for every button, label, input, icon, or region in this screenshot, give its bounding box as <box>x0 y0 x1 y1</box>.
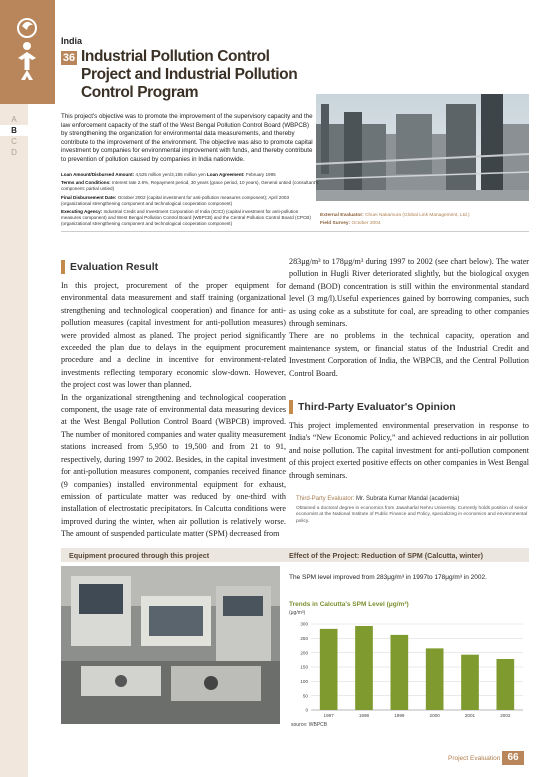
y-tick-label: 100 <box>300 678 308 684</box>
bar <box>426 648 444 710</box>
x-tick-label: 2002 <box>500 713 511 718</box>
project-number: 36 <box>62 52 76 64</box>
y-tick-label: 150 <box>300 664 308 670</box>
chart-source: source: WBPCB <box>291 722 328 728</box>
external-evaluator-value: Chuei Nakamura (Global Link Management, Ltd.) <box>365 213 470 218</box>
spm-bar-chart <box>289 618 529 720</box>
section-letter: C <box>11 137 17 146</box>
field-survey <box>320 220 381 227</box>
evaluation-paragraph: 283μg/m³ to 178μg/m³ during 1997 to 2002 (see chart below). The water pollution in Hugli River deteriorated slightly, but the biological oxygen demand (BOD) concentration is still within the environmental standard level (3 mg/l).Useful experiences gained by borrowing companies, such as using coke as a substitute for coal, are spreading to other companies through seminars. <box>289 257 529 329</box>
agency-info <box>61 209 319 228</box>
dove-logo-icon <box>12 14 42 90</box>
third-party-evaluator <box>296 496 529 525</box>
bar <box>497 659 515 710</box>
third-party-evaluator-name: Third-Party Evaluator: Mr. Subrata Kumar Mandal (academia) <box>296 496 460 502</box>
terms-info <box>61 180 319 192</box>
logo-block <box>0 0 55 104</box>
x-tick-label: 2001 <box>464 713 476 718</box>
footer-section: Project Evaluation <box>448 755 501 762</box>
y-tick-label: 300 <box>300 621 308 627</box>
external-evaluator-label: External Evaluator: <box>320 213 364 218</box>
section-index <box>0 114 28 158</box>
chart-title: Trends in Calcutta's SPM Level (μg/m³) <box>289 601 409 608</box>
page-title: Industrial Pollution Control Project and Industrial Pollution Control Program <box>81 48 298 101</box>
evaluation-paragraph: There are no problems in the technical capacity, operation and maintenance system, or financial status of the Industrial Credit and Investment Corporation of India, the WBPCB, and the Central Pollution Control Board. <box>289 331 529 378</box>
x-tick-label: 1999 <box>394 713 405 718</box>
field-survey-value: October 2004 <box>351 221 381 226</box>
effect-text: The SPM level improved from 283μg/m³ in 1997to 178μg/m³ in 2002. <box>289 574 487 581</box>
evaluation-paragraph: In this project, procurement of the proper equipment for environmental data measurement and staff training (organizational strengthening and technological cooperation) and finance for anti-pollution measures (capital investment for anti-pollution measures) were provided almost as planed. The project period significantly exceeded the plan due to delays in the equipment procurement procedure and a decline in incentive for environment-related investments reflecting temporary economic slow-down. However, the project cost was lower than planned. <box>61 281 286 390</box>
x-tick-label: 1997 <box>323 713 334 718</box>
photo-caption: Equipment procured through this project <box>69 551 210 560</box>
loan-agreement-value: February 1995 <box>245 172 276 177</box>
loan-agreement-label: Loan Agreement: <box>206 172 245 177</box>
loan-amount-label: Loan Amount/Disbursed Amount: <box>61 172 135 177</box>
page-number: 66 <box>502 751 524 765</box>
effect-heading: Effect of the Project: Reduction of SPM (Calcutta, winter) <box>289 551 484 560</box>
disbursement-info <box>61 195 319 207</box>
chart-ylabel: (μg/m³) <box>289 610 306 616</box>
section-letter: D <box>11 148 17 157</box>
terms-label: Terms and Conditions: <box>61 180 111 185</box>
third-party-heading: Third-Party Evaluator's Opinion <box>289 400 456 414</box>
divider <box>61 231 529 232</box>
bottom-caption-bar <box>61 548 529 562</box>
evaluation-column-right <box>289 256 529 380</box>
lab-equipment-photo <box>61 566 280 724</box>
bar <box>461 655 479 710</box>
agency-label: Executing Agency: <box>61 209 103 214</box>
section-letter: A <box>11 115 17 124</box>
x-tick-label: 2000 <box>429 713 440 718</box>
loan-amount-value: 4,525 million yen/3,185 million yen <box>135 172 206 177</box>
y-tick-label: 0 <box>305 707 308 713</box>
evaluation-paragraph: In the organizational strengthening and technological cooperation component, the usage rate of environmental data measuring devices at the West Bengal Pollution Control Board (WBPCB) improved. The number of monitored companies and water quality measurement stations increased from 5,950 to 19,500 and from 21 to 91, respectively, during 1997 to 2002. Besides, in the capital investment for anti-pollution measures component, companies received finance (9 companies) installed environmental equipment for exhaust, emission of particulate matter was reduced by one-third with installation of electrostatic precipitators. In Calcutta conditions were improved during the winter, when air pollution is relatively worse. The amount of suspended particulate matter (SPM) decreased from <box>61 392 286 539</box>
evaluation-heading: Evaluation Result <box>61 260 158 274</box>
y-tick-label: 250 <box>300 635 308 641</box>
field-survey-label: Field Survey: <box>320 221 351 226</box>
terms-value: Interest rate 2.6%, Repayment period, 30 years (grace period, 10 years), General untied (consultant's component: partial untied) <box>61 180 319 192</box>
bar <box>391 635 409 710</box>
bar <box>320 629 338 710</box>
disbursement-value: October 2002 (capital investment for anti-pollution measures component); April 2003 (organizational strengthening component and technological cooperation component) <box>61 195 290 207</box>
external-evaluator <box>320 212 470 219</box>
third-party-opinion: This project implemented environmental preservation in response to India's “New Economic Policy,” and achieved reductions in air pollution and noise pollution. The capital investment for anti-pollution component of this project exerted positive effects on other companies in West Bengal through seminars. <box>289 421 529 480</box>
agency-value: Industrial Credit and Investment Corporation of India (ICICI) (capital investment for anti-pollution measures component) and West Bengal Pollution Control Board (WBPCB) and the Central Pollution Control Board (CPCB) (organizational strengthening component and technological cooperation component) <box>61 209 311 227</box>
loan-info <box>61 172 319 178</box>
section-letter-active: B <box>0 125 28 136</box>
x-tick-label: 1998 <box>358 713 370 718</box>
factory-photo <box>316 94 529 201</box>
country-label: India <box>61 36 83 46</box>
third-party-evaluator-note: Obtained a doctoral degree in economics from Jawaharlal Nehru University. Currently holds position of senior economist at the National Institute of Public Finance and Policy, specializing in economics and environmental policy. <box>296 505 528 524</box>
project-summary: This project's objective was to promote the improvement of the supervisory capacity and the law enforcement capacity of the staff of the West Bengal Pollution Control Board (WBPCB) by strengthening the organization for environmental data measurements, and thereby contribute to the improvement of the environment. The objective was also to promote capital investment by companies for environmental improvement with funds, and thereby contribute to prevention of pollution caused by companies in India nationwide. <box>61 113 313 163</box>
evaluation-column-left <box>61 280 286 541</box>
disbursement-label: Final Disbursement Date: <box>61 195 117 200</box>
y-tick-label: 50 <box>302 693 308 699</box>
y-tick-label: 200 <box>300 650 308 656</box>
bar <box>355 626 373 710</box>
